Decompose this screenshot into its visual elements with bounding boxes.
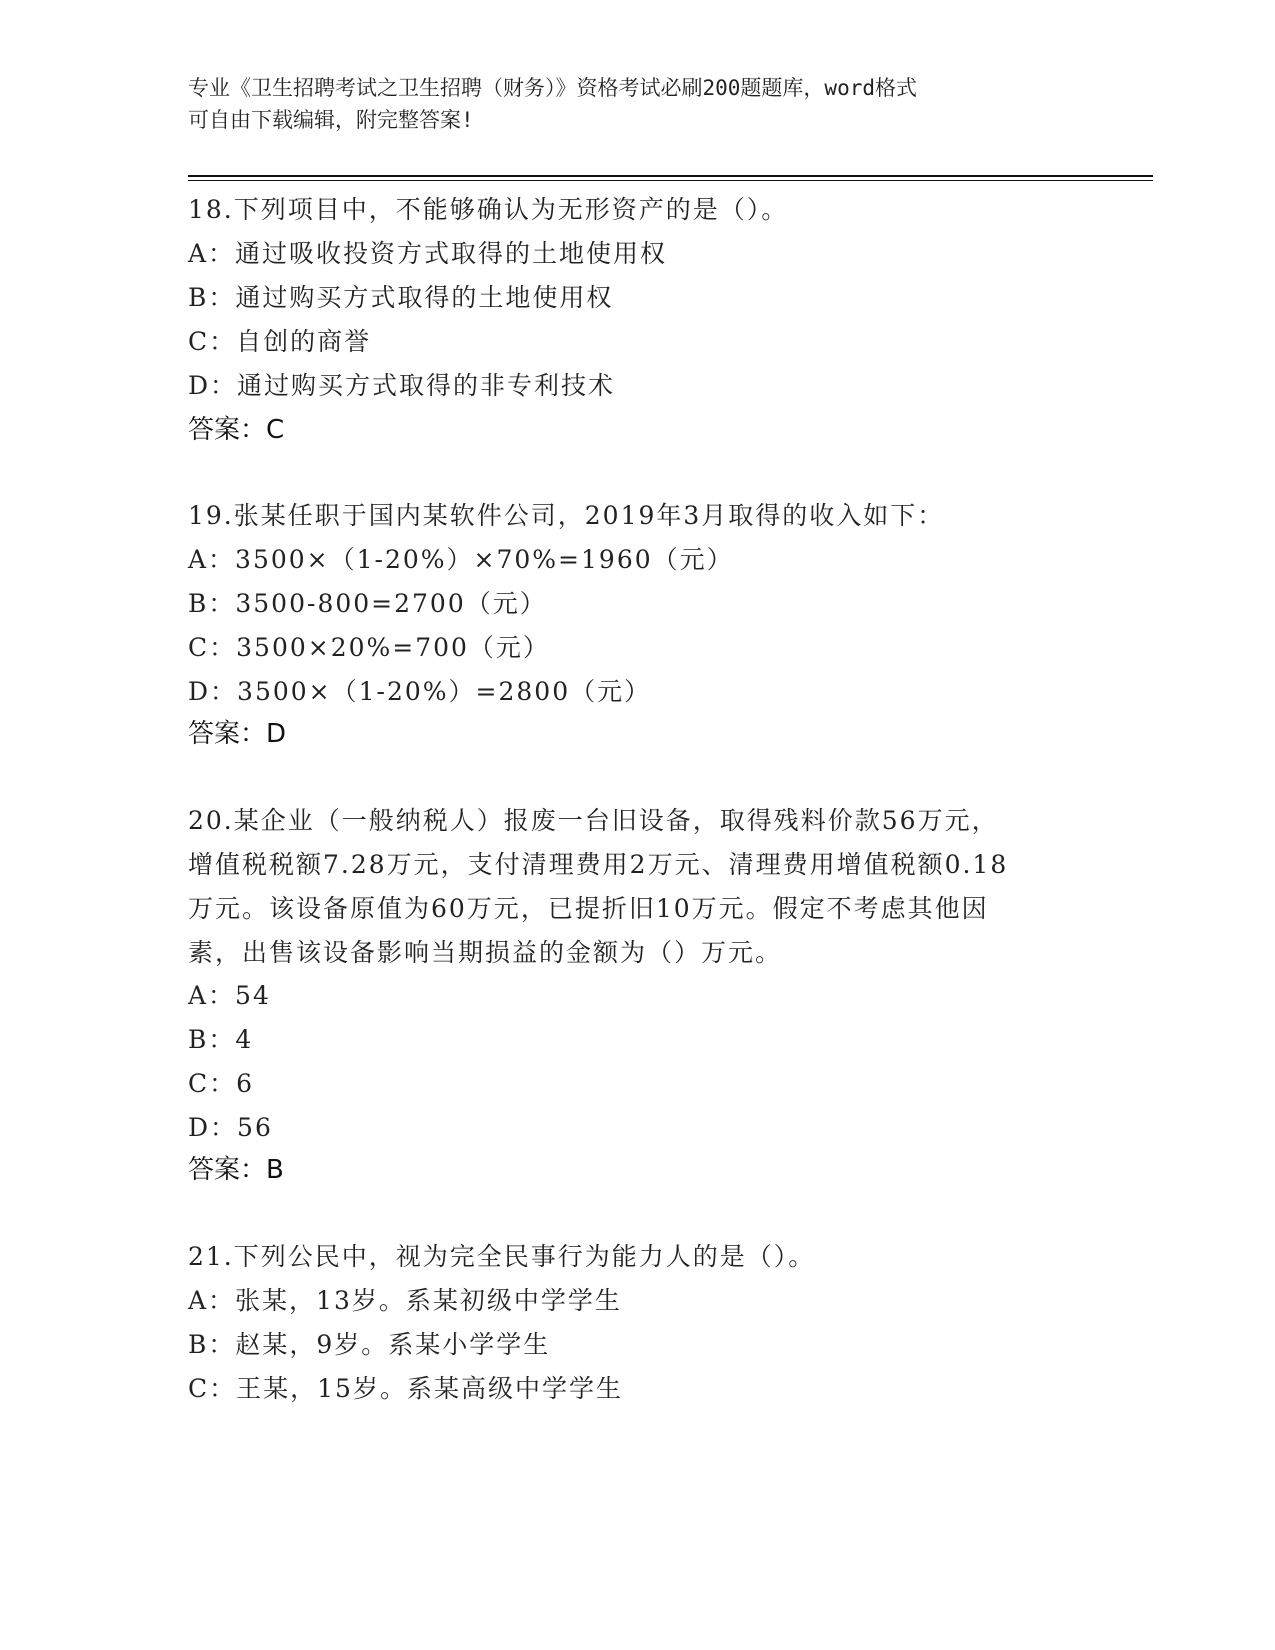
question-21-option-b: B：赵某，9岁。系某小学学生 <box>188 1330 551 1359</box>
question-18-stem: 18.下列项目中，不能够确认为无形资产的是（）。 <box>188 195 789 224</box>
question-21-option-a: A：张某，13岁。系某初级中学学生 <box>188 1286 622 1315</box>
question-18-answer: 答案：C <box>188 415 285 445</box>
document-header <box>188 72 1068 136</box>
header-line-1: 专业《卫生招聘考试之卫生招聘（财务）》资格考试必刷200题题库，word格式 <box>188 76 917 100</box>
question-18-option-a: A：通过吸收投资方式取得的土地使用权 <box>188 239 668 268</box>
question-19-option-a: A：3500×（1-20%）×70%=1960（元） <box>188 545 734 574</box>
question-19-option-d: D：3500×（1-20%）=2800（元） <box>188 677 652 706</box>
question-20-stem-line-3: 万元。该设备原值为60万元，已提折旧10万元。假定不考虑其他因 <box>188 894 989 923</box>
question-19-answer: 答案：D <box>188 719 287 749</box>
question-21-option-c: C：王某，15岁。系某高级中学学生 <box>188 1374 623 1403</box>
question-20-answer: 答案：B <box>188 1155 284 1185</box>
question-18-option-d: D：通过购买方式取得的非专利技术 <box>188 371 616 400</box>
question-20-option-c: C：6 <box>188 1069 255 1098</box>
question-20-stem-line-2: 增值税税额7.28万元，支付清理费用2万元、清理费用增值税额0.18 <box>188 850 1009 879</box>
question-18-option-c: C：自创的商誉 <box>188 327 372 356</box>
question-20-stem-line-1: 20.某企业（一般纳税人）报废一台旧设备，取得残料价款56万元， <box>188 806 999 835</box>
header-line-2: 可自由下载编辑，附完整答案! <box>188 108 474 132</box>
header-divider-thin <box>188 180 1153 181</box>
header-divider-thick <box>188 175 1153 177</box>
question-20-option-d: D：56 <box>188 1113 273 1142</box>
question-20-option-a: A：54 <box>188 981 271 1010</box>
question-18-option-b: B：通过购买方式取得的土地使用权 <box>188 283 614 312</box>
question-19-stem: 19.张某任职于国内某软件公司，2019年3月取得的收入如下： <box>188 501 945 530</box>
question-20-option-b: B：4 <box>188 1025 254 1054</box>
question-20-stem-line-4: 素，出售该设备影响当期损益的金额为（）万元。 <box>188 938 783 967</box>
question-19-option-b: B：3500-800=2700（元） <box>188 589 547 618</box>
question-19-option-c: C：3500×20%=700（元） <box>188 633 550 662</box>
question-21-stem: 21.下列公民中，视为完全民事行为能力人的是（）。 <box>188 1242 816 1271</box>
